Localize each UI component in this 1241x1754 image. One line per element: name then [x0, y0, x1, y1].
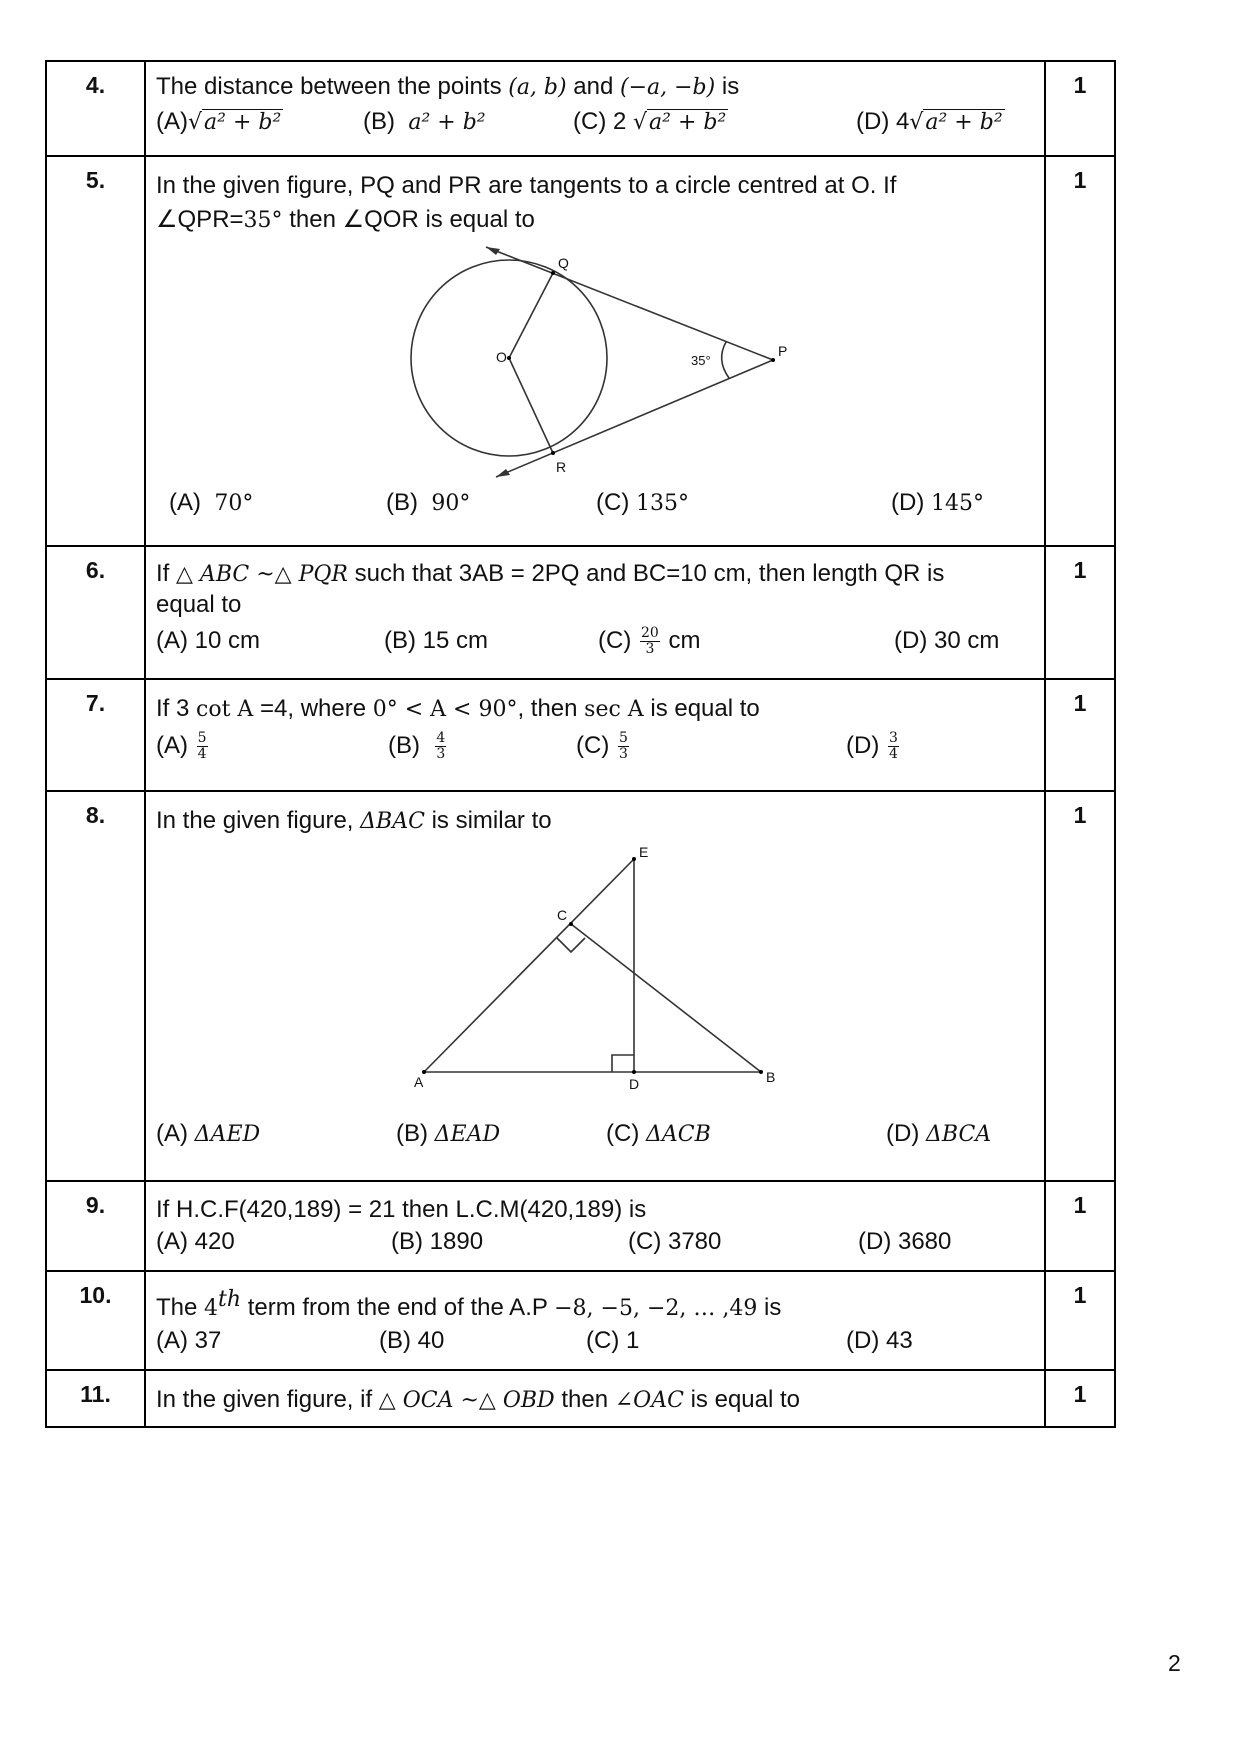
- option-b[interactable]: (B) ΔEAD: [396, 1120, 501, 1147]
- option-d[interactable]: (D) 4√a² + b²: [856, 108, 1003, 135]
- label-o: O: [496, 349, 507, 365]
- option-c[interactable]: (C) $\frac{5}{3}$: [576, 730, 628, 763]
- similar-triangle-figure: [386, 839, 806, 1089]
- marks: 1: [1045, 1271, 1115, 1370]
- marks: 1: [1045, 1181, 1115, 1271]
- question-body: [145, 679, 1045, 791]
- label-r: R: [556, 459, 567, 475]
- label-c: C: [557, 907, 568, 923]
- option-d[interactable]: (D) $\frac{3}{4}$: [846, 730, 898, 763]
- question-body: [145, 156, 1045, 546]
- math-point: (−a, −b): [619, 75, 716, 100]
- option-c[interactable]: (C) 1: [586, 1327, 640, 1354]
- option-a[interactable]: (A) 420: [156, 1228, 235, 1255]
- question-row-5: [46, 156, 1115, 546]
- marks: 1: [1045, 679, 1115, 791]
- question-body: [145, 546, 1045, 679]
- question-number: 5.: [46, 156, 145, 546]
- question-number: 10.: [46, 1271, 145, 1370]
- question-text: If △ ABC ~△ PQR such that 3AB = 2PQ and BC=10 cm, then length QR is: [156, 560, 945, 587]
- option-b[interactable]: (B) 40: [379, 1327, 445, 1354]
- option-c[interactable]: (C) $\frac{20}{3}$ cm: [598, 625, 701, 658]
- option-c[interactable]: (C) 135°: [596, 489, 689, 516]
- option-d[interactable]: (D) 43: [846, 1327, 913, 1354]
- fraction: $\frac{20}{3}$: [641, 625, 659, 658]
- arrow-icon: [496, 469, 510, 477]
- question-text: If H.C.F(420,189) = 21 then L.C.M(420,189) is: [156, 1196, 647, 1223]
- question-text: The 4th term from the end of the A.P −8, −5, −2, … ,49 is: [156, 1287, 782, 1321]
- math-point: (a, b): [508, 75, 567, 100]
- marks: 1: [1045, 791, 1115, 1181]
- options-row: [156, 624, 1034, 660]
- question-row-11: [46, 1370, 1115, 1427]
- option-b[interactable]: (B) 1890: [391, 1228, 484, 1255]
- option-d[interactable]: (D) ΔBCA: [886, 1120, 992, 1147]
- question-body: [145, 61, 1045, 156]
- question-body: [145, 1370, 1045, 1427]
- option-a[interactable]: (A) 10 cm: [156, 627, 261, 654]
- option-c[interactable]: (C) 2 √a² + b²: [573, 108, 727, 135]
- question-row-7: [46, 679, 1115, 791]
- label-b: B: [766, 1069, 776, 1085]
- option-b[interactable]: (B) 90°: [386, 489, 471, 516]
- marks: 1: [1045, 61, 1115, 156]
- option-a[interactable]: (A)√a² + b²: [156, 108, 282, 135]
- options-row: [156, 1117, 1034, 1153]
- question-body: [145, 1271, 1045, 1370]
- options-row: [156, 729, 1034, 775]
- label-a: A: [414, 1074, 424, 1089]
- options-row: [156, 1226, 1034, 1262]
- sqrt-icon: √a² + b²: [909, 110, 1003, 135]
- marks: 1: [1045, 546, 1115, 679]
- option-a[interactable]: (A) 70°: [169, 489, 254, 516]
- question-text: In the given figure, PQ and PR are tangents to a circle centred at O. If: [156, 172, 897, 199]
- label-q: Q: [558, 255, 569, 271]
- question-number: 7.: [46, 679, 145, 791]
- option-c[interactable]: (C) 3780: [628, 1228, 722, 1255]
- question-text: The distance between the points (a, b) and (−a, −b) is: [156, 73, 740, 100]
- option-d[interactable]: (D) 3680: [858, 1228, 952, 1255]
- label-e: E: [639, 844, 649, 860]
- sqrt-icon: √a² + b²: [188, 110, 282, 135]
- page-number: 2: [1168, 1650, 1181, 1676]
- question-number: 8.: [46, 791, 145, 1181]
- option-d[interactable]: (D) 30 cm: [894, 627, 1000, 654]
- option-c[interactable]: (C) ΔACB: [606, 1120, 711, 1147]
- question-text: If 3 cot A =4, where 0° < A < 90°, then sec A is equal to: [156, 695, 760, 722]
- question-text: In the given figure, ΔBAC is similar to: [156, 807, 552, 834]
- question-row-9: [46, 1181, 1115, 1271]
- option-b[interactable]: (B) 15 cm: [384, 627, 489, 654]
- sqrt-icon: √a² + b²: [633, 110, 727, 135]
- question-number: 9.: [46, 1181, 145, 1271]
- question-number: 4.: [46, 61, 145, 156]
- label-angle: 35°: [691, 353, 711, 368]
- question-body: [145, 1181, 1045, 1271]
- label-p: P: [778, 343, 788, 359]
- option-a[interactable]: (A) $\frac{5}{4}$: [156, 730, 207, 763]
- question-row-4: [46, 61, 1115, 156]
- arrow-icon: [486, 247, 500, 255]
- option-a[interactable]: (A) 37: [156, 1327, 222, 1354]
- question-text: In the given figure, if △ OCA ~△ OBD then ∠OAC is equal to: [156, 1386, 800, 1413]
- question-row-8: [46, 791, 1115, 1181]
- label-d: D: [629, 1076, 640, 1089]
- question-row-10: [46, 1271, 1115, 1370]
- question-number: 6.: [46, 546, 145, 679]
- question-row-6: [46, 546, 1115, 679]
- question-table: [45, 60, 1116, 1428]
- marks: 1: [1045, 1370, 1115, 1427]
- option-b[interactable]: (B) a² + b²: [363, 108, 486, 135]
- options-row: [156, 1325, 1034, 1361]
- question-body: [145, 791, 1045, 1181]
- options-row: [156, 486, 1034, 522]
- options-row: [156, 105, 1034, 141]
- question-number: 11.: [46, 1370, 145, 1427]
- question-text: equal to: [156, 591, 242, 618]
- marks: 1: [1045, 156, 1115, 546]
- option-d[interactable]: (D) 145°: [891, 489, 984, 516]
- question-text: ∠QPR=35° then ∠QOR is equal to: [156, 206, 535, 233]
- tangent-circle-figure: [386, 240, 806, 490]
- option-a[interactable]: (A) ΔAED: [156, 1120, 261, 1147]
- option-b[interactable]: (B) $\frac{4}{3}$: [388, 730, 446, 763]
